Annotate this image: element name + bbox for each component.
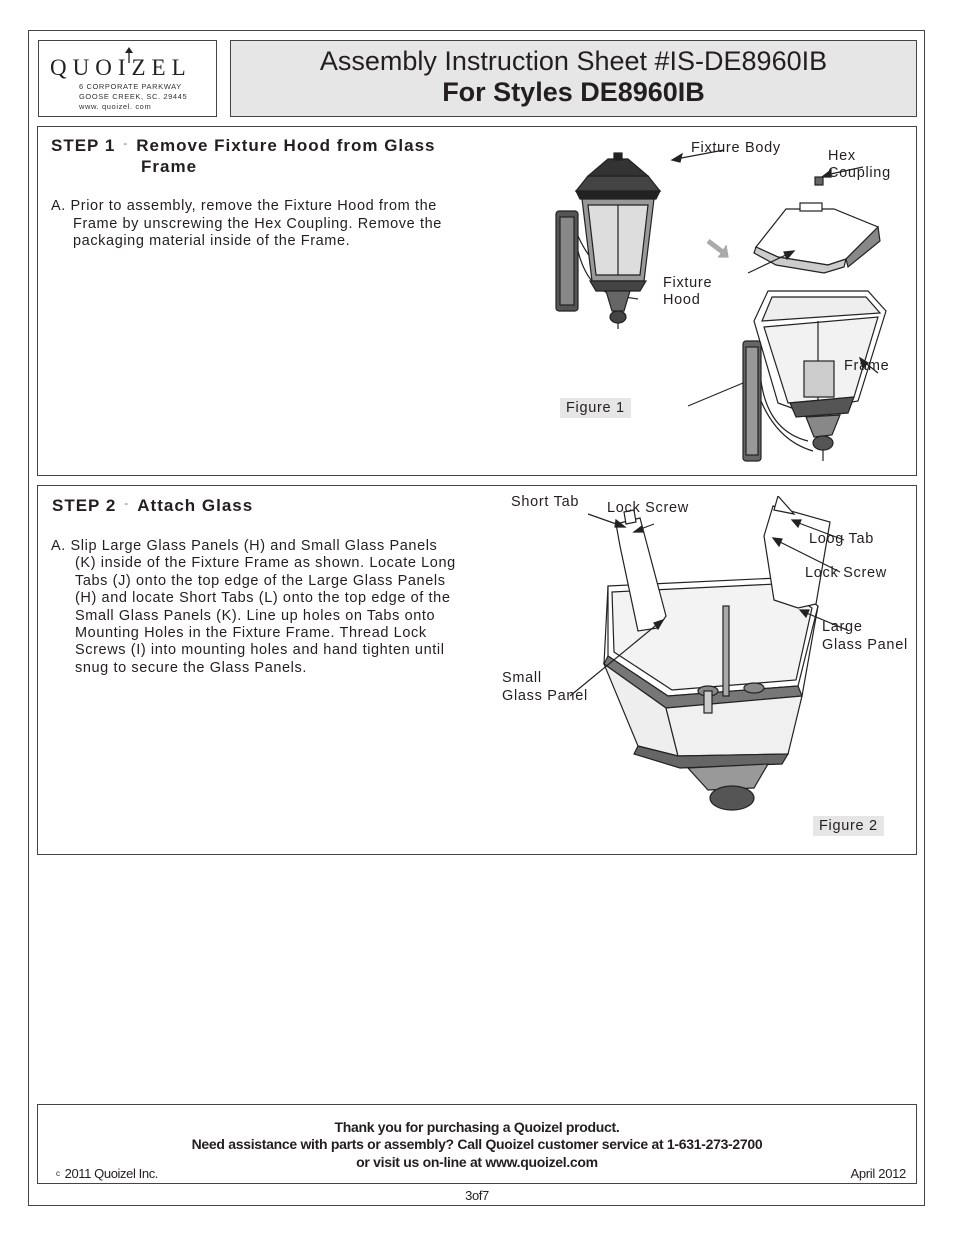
step-2-text-line-7: Screws (I) into mounting holes and hand tighten until (75, 642, 445, 658)
title-box (230, 40, 917, 117)
callout-small-glass-panel: Glass Panel (502, 688, 588, 704)
footer-thanks: Thank you for purchasing a Quoizel product. (334, 1119, 620, 1135)
revision-date: April 2012 (850, 1166, 906, 1181)
step-2-text-line-1: A. Slip Large Glass Panels (H) and Small Glass Panels (51, 538, 438, 554)
step-1-title-line1: Remove Fixture Hood from Glass (136, 136, 436, 155)
step-2-text-line-5: Small Glass Panels (K). Line up holes on Tabs onto (75, 608, 436, 624)
figure-2-illustration (568, 496, 848, 826)
footer-online: or visit us on-line at www.quoizel.com (356, 1154, 598, 1170)
callout-coupling: Coupling (828, 165, 891, 181)
footer-assistance: Need assistance with parts or assembly? Call Quoizel customer service at 1-631-273-2700 (191, 1136, 763, 1152)
callout-hood: Hood (663, 292, 701, 308)
logo-website: www. quoizel. com (79, 102, 152, 111)
callout-lock-screw-right: Lock Screw (805, 565, 887, 581)
callout-small: Small (502, 670, 542, 686)
step-1-text-line-2: Frame by unscrewing the Hex Coupling. Remove the (73, 216, 442, 232)
fixture-hood-drawing (754, 203, 880, 273)
copyright-symbol: c (56, 1169, 60, 1178)
footer-box (37, 1104, 917, 1184)
callout-frame: Frame (844, 358, 890, 374)
step-2-heading (52, 496, 253, 516)
page-subtitle: For Styles DE8960IB (442, 77, 705, 107)
logo-box (38, 40, 217, 117)
callout-short-tab: Short Tab (511, 494, 580, 510)
step-1-label: STEP 1 (51, 136, 116, 155)
callout-hex: Hex (828, 148, 856, 164)
callout-fixture-body: Fixture Body (691, 140, 781, 156)
quoizel-logo: QUOIZEL (50, 55, 192, 80)
step-2-dash: - (124, 496, 130, 510)
step-2-panel (37, 485, 917, 855)
callout-lock-screw-left: Lock Screw (607, 500, 689, 516)
figure-2-label: Figure 2 (813, 816, 884, 836)
step-2-text-line-3: Tabs (J) onto the top edge of the Large Glass Panels (75, 573, 446, 589)
step-2-label: STEP 2 (52, 496, 117, 515)
callout-large: Large (822, 619, 863, 635)
step-1-text-line-3: packaging material inside of the Frame. (73, 233, 351, 249)
frame-drawing (688, 291, 886, 461)
callout-long-tab: Loog Tab (809, 531, 875, 547)
step-2-text-line-8: snug to secure the Glass Panels. (75, 660, 307, 676)
step-1-heading (51, 136, 436, 156)
step-2-text-line-4: (H) and locate Short Tabs (L) onto the top edge of the (75, 590, 451, 606)
hex-coupling-drawing (815, 177, 823, 185)
step-2-text-line-6: Mounting Holes in the Fixture Frame. Thread Lock (75, 625, 427, 641)
assembled-fixture-drawing (556, 153, 660, 329)
step-1-title-line2: Frame (141, 157, 198, 176)
address-line-1: 6 CORPORATE PARKWAY (79, 82, 182, 91)
figure-1-illustration (528, 131, 918, 471)
figure-1-label: Figure 1 (560, 398, 631, 418)
step-1-panel (37, 126, 917, 476)
address-line-2: GOOSE CREEK, SC. 29445 (79, 92, 188, 101)
lamp-logo-icon (124, 47, 134, 63)
step-1-text-line-1: A. Prior to assembly, remove the Fixture Hood from the (51, 198, 437, 214)
step-1-dash: - (123, 136, 129, 150)
step-2-text-line-2: (K) inside of the Fixture Frame as shown. Locate Long (75, 555, 456, 571)
callout-large-glass-panel: Glass Panel (822, 637, 908, 653)
copyright (56, 1166, 158, 1181)
page-number: 3of7 (465, 1188, 489, 1203)
callout-fixture: Fixture (663, 275, 713, 291)
step-2-title: Attach Glass (137, 496, 254, 515)
page-title: Assembly Instruction Sheet #IS-DE8960IB (319, 46, 828, 76)
copyright-text: 2011 Quoizel Inc. (64, 1166, 159, 1181)
